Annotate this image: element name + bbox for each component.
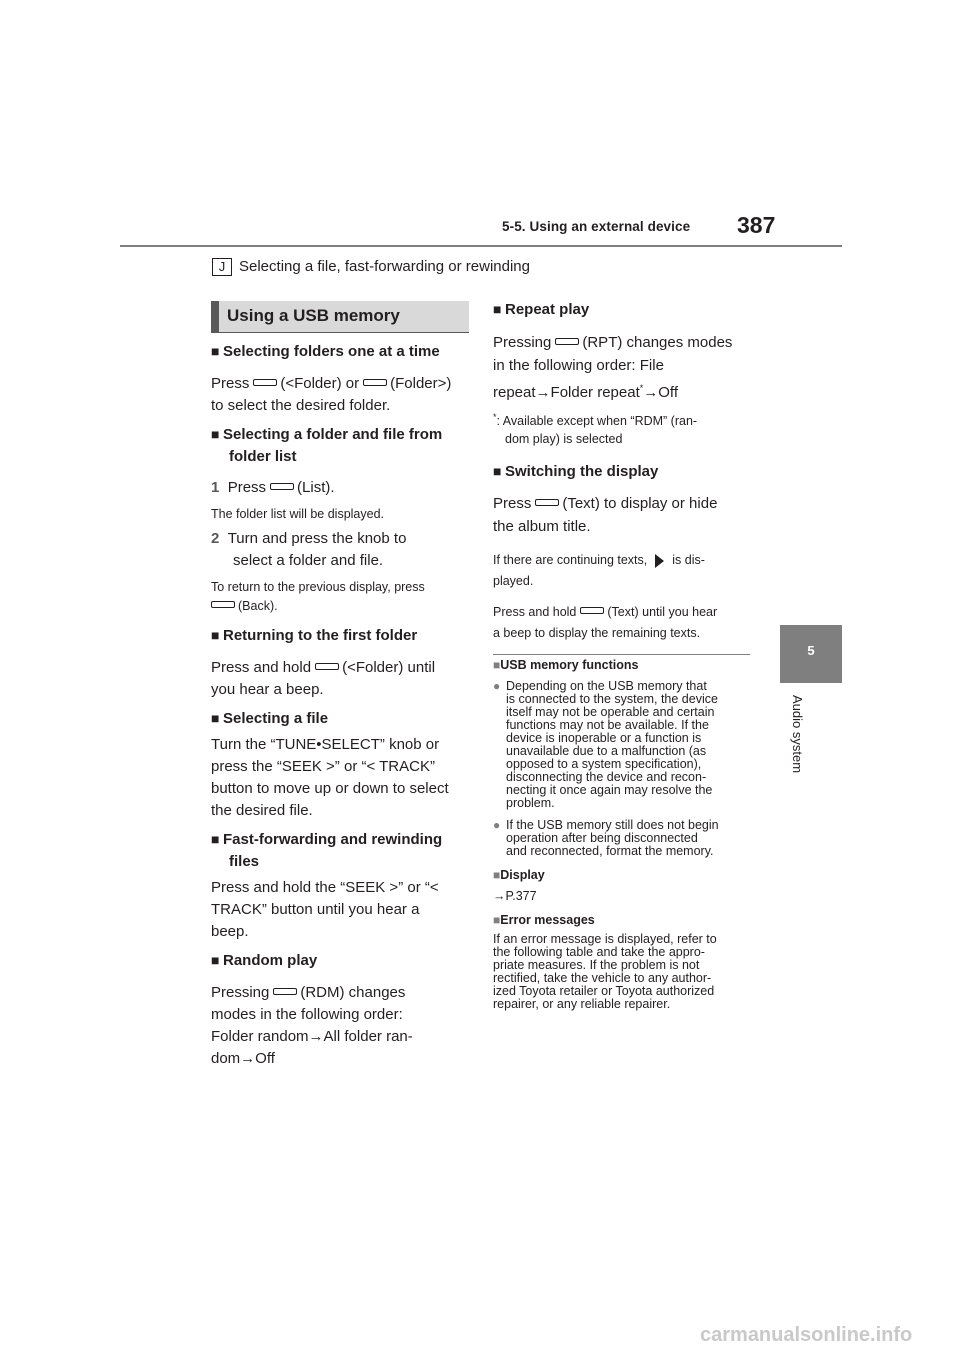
para-first-folder: Press and hold (<Folder) until you hear a beep. — [211, 659, 436, 698]
note-hold-text: Press and hold (Text) until you hear a beep to display the remaining texts. — [493, 605, 718, 641]
para-select-file: Turn the “TUNE•SELECT” knob or press the “SEEK >” or “< TRACK” button to move up or down to select the desired file. — [211, 736, 449, 819]
text-line: repairer, or any reliable repairer. — [493, 997, 671, 1011]
heading-folders: ■ Selecting folders one at a time — [211, 343, 440, 360]
text-line: If an error message is displayed, refer to — [493, 932, 717, 946]
button-icon — [211, 601, 235, 608]
heading-error-messages: ■Error messages — [493, 913, 595, 927]
text-line: unavailable due to a malfunction (as — [506, 744, 707, 758]
step-1: 1 Press (List). — [211, 479, 335, 496]
para-folders: Press (<Folder) or (Folder>) to select the desired folder. — [211, 375, 452, 414]
info-rule — [493, 654, 750, 655]
text-line: priate measures. If the problem is not — [493, 958, 700, 972]
button-icon — [273, 988, 297, 995]
heading-select-file: ■ Selecting a file — [211, 710, 329, 727]
text-line: is connected to the system, the device — [506, 692, 718, 706]
button-icon — [535, 499, 559, 506]
header-rule — [120, 245, 842, 247]
heading-display: ■ Switching the display — [493, 463, 659, 481]
page-number: 387 — [737, 212, 776, 238]
text-line: Depending on the USB memory that — [506, 679, 707, 693]
para-ff-rew: Press and hold the “SEEK >” or “< TRACK” button until you hear a beep. — [211, 879, 439, 940]
left-column — [211, 340, 467, 1070]
right-column — [493, 298, 749, 644]
para-repeat: Pressing (RPT) changes modes in the following order: File repeat→Folder repeat*→Off — [493, 334, 733, 401]
note-continuing: If there are continuing texts, is dis- played. — [493, 553, 705, 589]
text-line: opposed to a system specification), — [506, 757, 702, 771]
banner-title: Using a USB memory — [227, 306, 400, 325]
note-back: To return to the previous display, press (Back). — [211, 580, 425, 613]
text-line: functions may not be available. If the — [506, 718, 709, 732]
arrow-right-icon — [655, 554, 664, 568]
heading-random: ■ Random play — [211, 952, 318, 969]
text-line: device is inoperable or a function is — [506, 731, 702, 745]
figure-caption: Selecting a file, fast-forwarding or rewinding — [239, 258, 530, 275]
display-page-ref: →P.377 — [493, 889, 537, 903]
step-2: 2 Turn and press the knob to select a folder and file. — [211, 530, 407, 569]
text-line: itself may not be operable and certain — [506, 705, 715, 719]
footnote-repeat: *: Available except when “RDM” (ran- dom play) is selected — [493, 412, 698, 447]
text-line: rectified, take the vehicle to any author- — [493, 971, 712, 985]
button-icon — [253, 379, 277, 386]
heading-first-folder: ■ Returning to the first folder — [211, 627, 418, 644]
text-line: If the USB memory still does not begin — [506, 818, 719, 832]
para-random: Pressing (RDM) changes modes in the following order: Folder random→All folder ran- dom→Off — [211, 984, 413, 1067]
heading-ff-rew: ■ Fast-forwarding and rewinding files — [211, 831, 443, 870]
button-icon — [315, 663, 339, 670]
button-icon — [580, 607, 604, 614]
section-title: 5-5. Using an external device — [502, 219, 691, 234]
chapter-label: Audio system — [790, 695, 805, 774]
heading-repeat: ■ Repeat play — [493, 301, 590, 318]
figure-letter-box: J — [212, 258, 232, 276]
text-line: ized Toyota retailer or Toyota authorized — [493, 984, 715, 998]
text-line: disconnecting the device and recon- — [506, 770, 707, 784]
heading-usb-functions: ■USB memory functions — [493, 658, 639, 672]
text-line: operation after being disconnected — [506, 831, 698, 845]
text-line: and reconnected, format the memory. — [506, 844, 714, 858]
button-icon — [270, 483, 294, 490]
text-line: necting it once again may resolve the — [506, 783, 713, 797]
button-icon — [555, 338, 579, 345]
section-banner — [211, 301, 469, 333]
error-paragraph — [493, 933, 751, 1011]
para-display: Press (Text) to display or hide the album title. — [493, 495, 718, 536]
bullet-1: ● Depending on the USB memory that is connected to the system, the device itself may not be operable and certain functions may not be available. If the device is inoperable or a function is unavailable due to a malfunction (as opposed to a system specification), disconnecting the device and recon- necting it once again may resolve the problem. — [493, 680, 751, 810]
watermark: carmanualsonline.info — [700, 1324, 913, 1346]
button-icon — [363, 379, 387, 386]
info-box — [493, 659, 751, 1011]
heading-folder-list: ■ Selecting a folder and file from folder list — [211, 426, 443, 465]
text-line: the following table and take the appro- — [493, 945, 705, 959]
bullet-2: ● If the USB memory still does not begin operation after being disconnected and reconnected, format the memory. — [493, 819, 751, 858]
note-folder-list: The folder list will be displayed. — [211, 507, 384, 521]
heading-display-ref: ■Display — [493, 868, 545, 882]
text-line: problem. — [506, 796, 555, 810]
chapter-tab: 5 — [780, 625, 842, 683]
